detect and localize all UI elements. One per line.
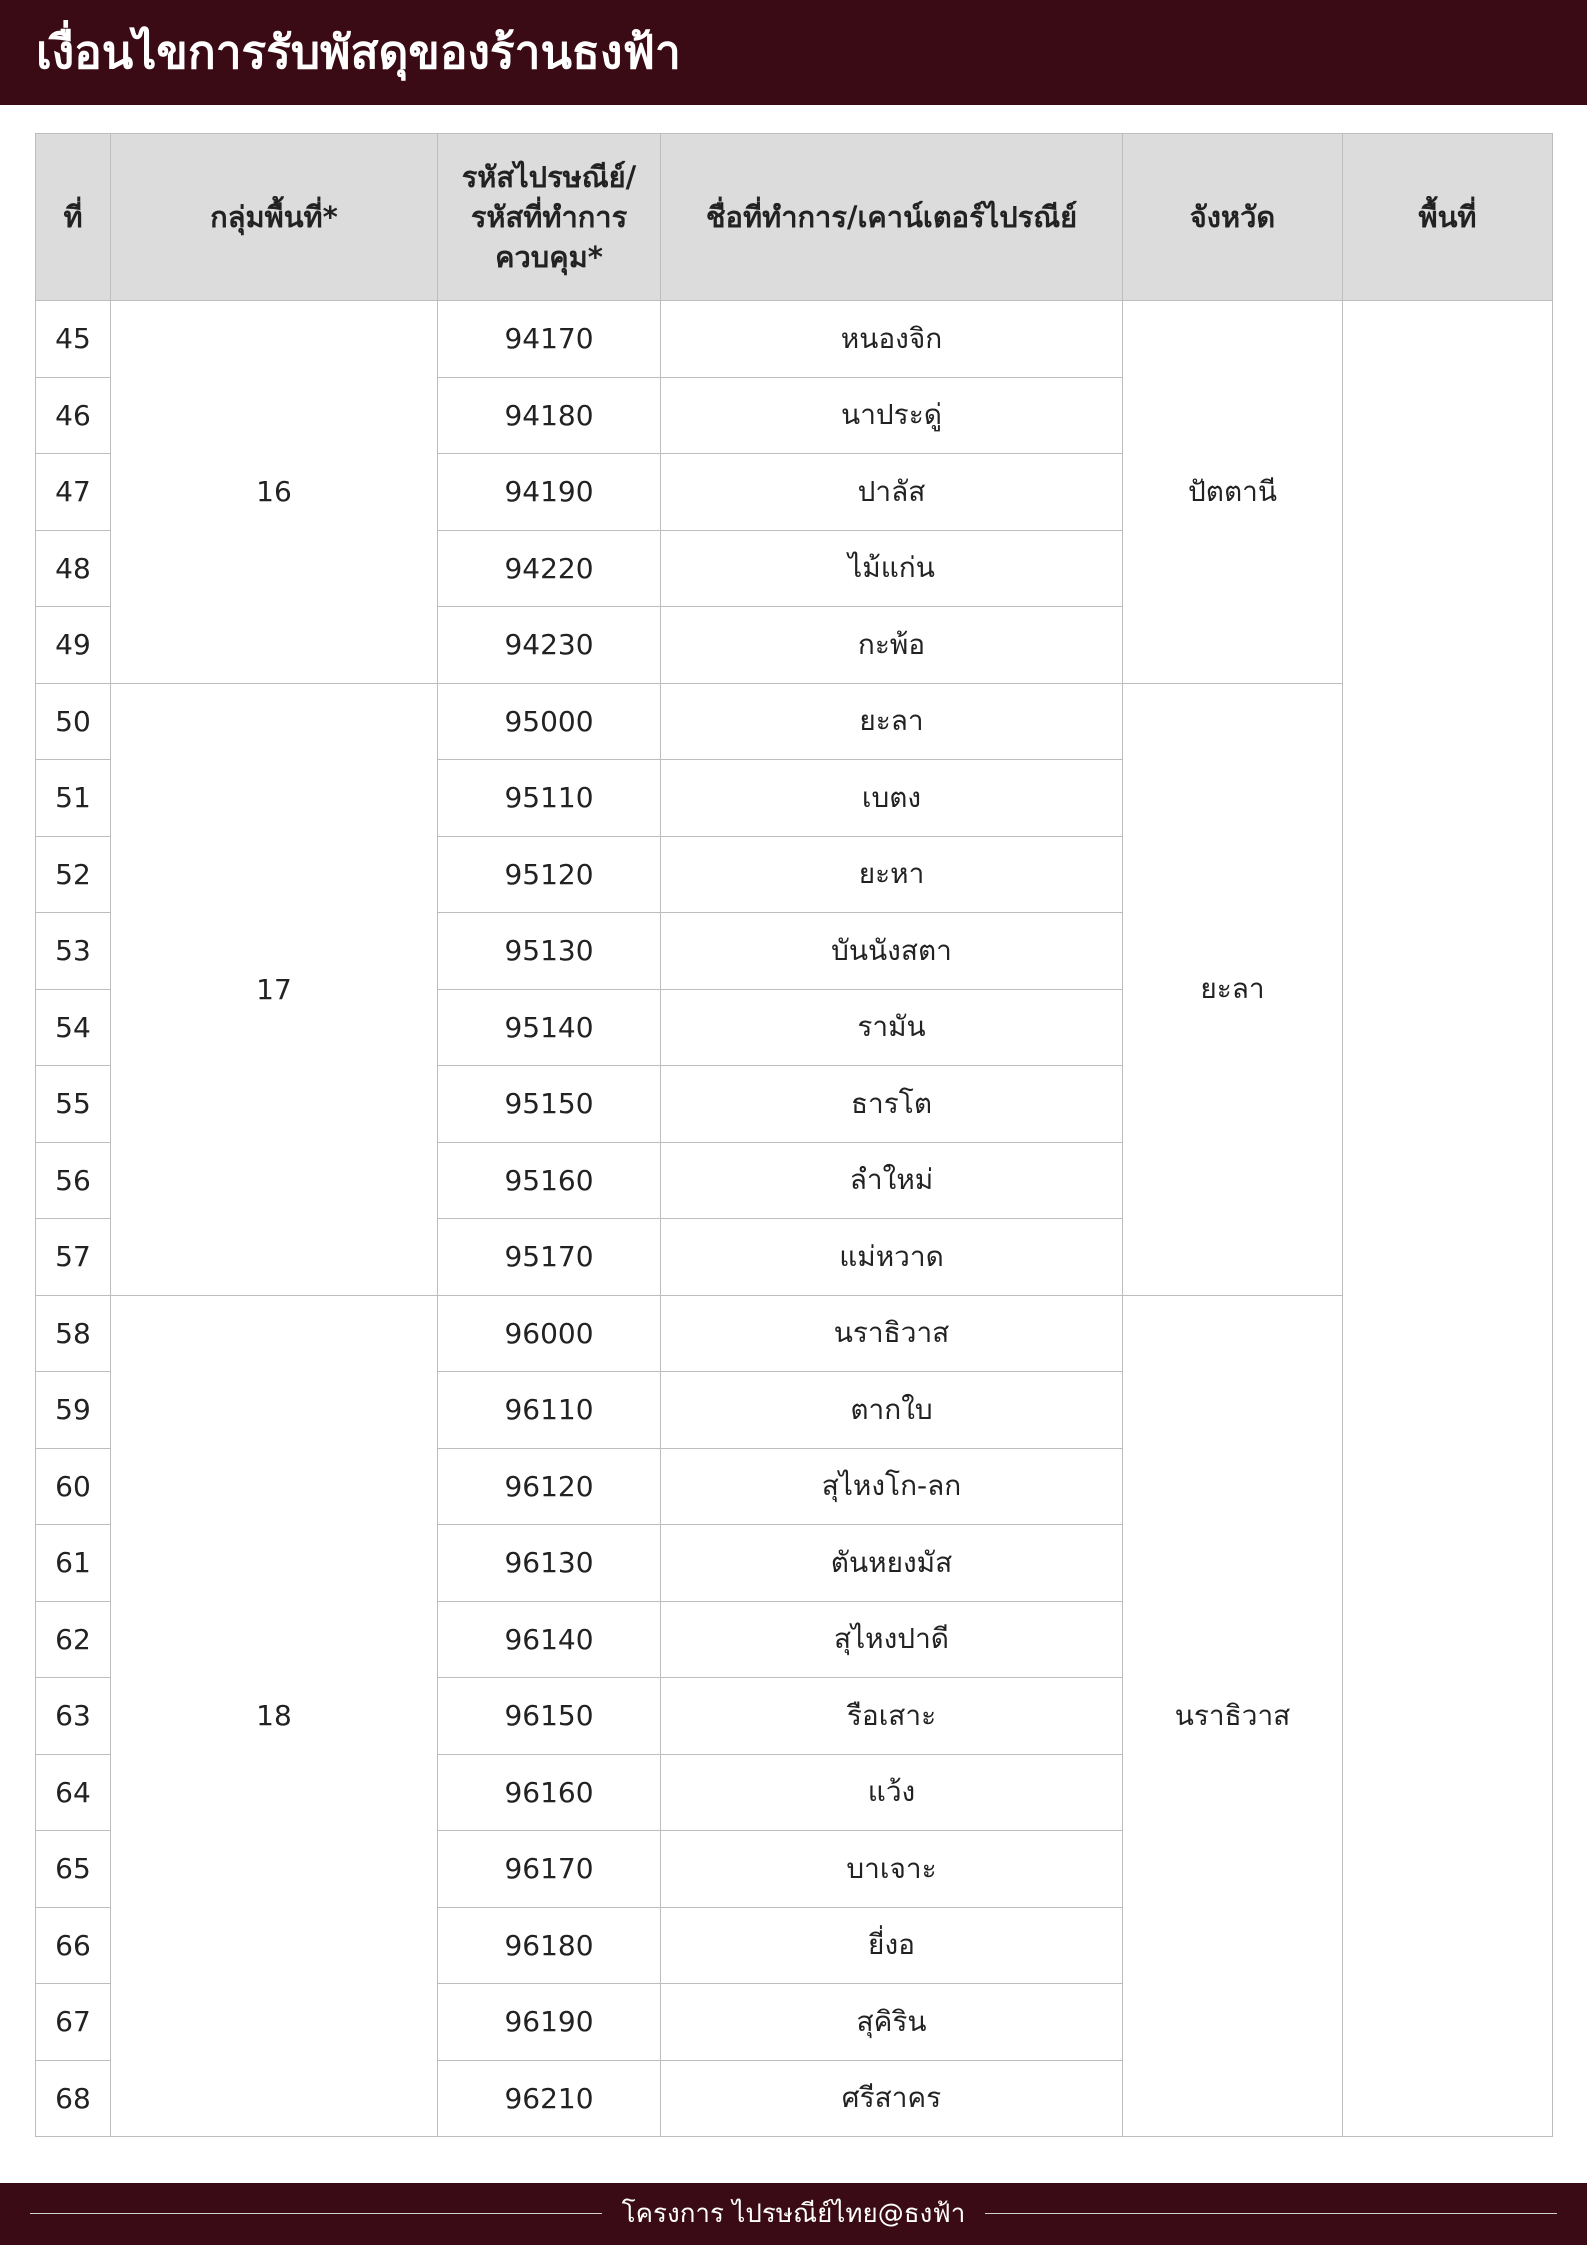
cell-no: 64: [36, 1754, 111, 1831]
cell-office-name: สุไหงโก-ลก: [661, 1448, 1123, 1525]
table-body: [36, 301, 1553, 2137]
column-header-province: จังหวัด: [1123, 134, 1343, 301]
cell-no: 60: [36, 1448, 111, 1525]
cell-office-name: ลำใหม่: [661, 1142, 1123, 1219]
page-title: เงื่อนไขการรับพัสดุของร้านธงฟ้า: [36, 25, 681, 79]
footer-bar: [0, 2183, 1587, 2245]
cell-no: 57: [36, 1219, 111, 1296]
cell-office-name: รามัน: [661, 989, 1123, 1066]
cell-no: 63: [36, 1678, 111, 1755]
cell-no: 66: [36, 1907, 111, 1984]
cell-office-name: กะพ้อ: [661, 607, 1123, 684]
cell-postcode: 96130: [438, 1525, 661, 1602]
cell-postcode: 95170: [438, 1219, 661, 1296]
column-header-area: พื้นที่: [1343, 134, 1553, 301]
cell-area-group: 18: [111, 1295, 438, 2137]
cell-no: 67: [36, 1984, 111, 2061]
cell-no: 48: [36, 530, 111, 607]
cell-no: 55: [36, 1066, 111, 1143]
cell-postcode: 94170: [438, 301, 661, 378]
cell-no: 62: [36, 1601, 111, 1678]
cell-area-group: 17: [111, 683, 438, 1295]
cell-no: 50: [36, 683, 111, 760]
cell-office-name: นราธิวาส: [661, 1295, 1123, 1372]
cell-no: 51: [36, 760, 111, 837]
footer-text: โครงการ ไปรษณีย์ไทย@ธงฟ้า: [602, 2199, 986, 2229]
cell-office-name: บาเจาะ: [661, 1831, 1123, 1908]
table-header-row: [36, 134, 1553, 301]
cell-postcode: 95150: [438, 1066, 661, 1143]
column-header-office-name: ชื่อที่ทำการ/เคาน์เตอร์ไปรณีย์: [661, 134, 1123, 301]
cell-area-group: 16: [111, 301, 438, 684]
cell-postcode: 96000: [438, 1295, 661, 1372]
cell-postcode: 96180: [438, 1907, 661, 1984]
cell-postcode: 95120: [438, 836, 661, 913]
cell-postcode: 96210: [438, 2060, 661, 2137]
cell-postcode: 96160: [438, 1754, 661, 1831]
cell-office-name: ยะลา: [661, 683, 1123, 760]
cell-office-name: ตันหยงมัส: [661, 1525, 1123, 1602]
cell-office-name: แม่หวาด: [661, 1219, 1123, 1296]
cell-no: 65: [36, 1831, 111, 1908]
cell-postcode: 94230: [438, 607, 661, 684]
cell-postcode: 95000: [438, 683, 661, 760]
cell-office-name: เบตง: [661, 760, 1123, 837]
cell-no: 53: [36, 913, 111, 990]
cell-no: 46: [36, 377, 111, 454]
parcel-conditions-table: [35, 133, 1553, 2137]
cell-no: 56: [36, 1142, 111, 1219]
cell-office-name: รือเสาะ: [661, 1678, 1123, 1755]
cell-postcode: 95110: [438, 760, 661, 837]
cell-postcode: 95140: [438, 989, 661, 1066]
column-header-no: ที่: [36, 134, 111, 301]
cell-area: [1343, 301, 1553, 2137]
cell-postcode: 95130: [438, 913, 661, 990]
cell-province: ยะลา: [1123, 683, 1343, 1295]
cell-no: 61: [36, 1525, 111, 1602]
cell-office-name: หนองจิก: [661, 301, 1123, 378]
cell-postcode: 96140: [438, 1601, 661, 1678]
header-bar: [0, 0, 1587, 105]
cell-office-name: บันนังสตา: [661, 913, 1123, 990]
cell-postcode: 96110: [438, 1372, 661, 1449]
cell-office-name: ศรีสาคร: [661, 2060, 1123, 2137]
cell-office-name: นาประดู่: [661, 377, 1123, 454]
cell-postcode: 94190: [438, 454, 661, 531]
cell-office-name: ปาลัส: [661, 454, 1123, 531]
cell-postcode: 96120: [438, 1448, 661, 1525]
cell-office-name: สุไหงปาดี: [661, 1601, 1123, 1678]
cell-postcode: 96150: [438, 1678, 661, 1755]
cell-no: 49: [36, 607, 111, 684]
cell-office-name: แว้ง: [661, 1754, 1123, 1831]
cell-no: 68: [36, 2060, 111, 2137]
column-header-area-group: กลุ่มพื้นที่*: [111, 134, 438, 301]
table-row: [36, 301, 1553, 378]
cell-postcode: 94220: [438, 530, 661, 607]
cell-no: 45: [36, 301, 111, 378]
cell-no: 59: [36, 1372, 111, 1449]
table-row: [36, 1295, 1553, 1372]
cell-no: 47: [36, 454, 111, 531]
cell-office-name: ยะหา: [661, 836, 1123, 913]
cell-office-name: ยี่งอ: [661, 1907, 1123, 1984]
cell-office-name: ตากใบ: [661, 1372, 1123, 1449]
cell-postcode: 96190: [438, 1984, 661, 2061]
cell-office-name: ธารโต: [661, 1066, 1123, 1143]
cell-no: 58: [36, 1295, 111, 1372]
table-row: [36, 683, 1553, 760]
cell-postcode: 96170: [438, 1831, 661, 1908]
cell-no: 54: [36, 989, 111, 1066]
cell-postcode: 95160: [438, 1142, 661, 1219]
cell-office-name: ไม้แก่น: [661, 530, 1123, 607]
cell-province: ปัตตานี: [1123, 301, 1343, 684]
column-header-postcode: รหัสไปรษณีย์/ รหัสที่ทำการ ควบคุม*: [438, 134, 661, 301]
cell-no: 52: [36, 836, 111, 913]
cell-province: นราธิวาส: [1123, 1295, 1343, 2137]
cell-postcode: 94180: [438, 377, 661, 454]
cell-office-name: สุคิริน: [661, 1984, 1123, 2061]
